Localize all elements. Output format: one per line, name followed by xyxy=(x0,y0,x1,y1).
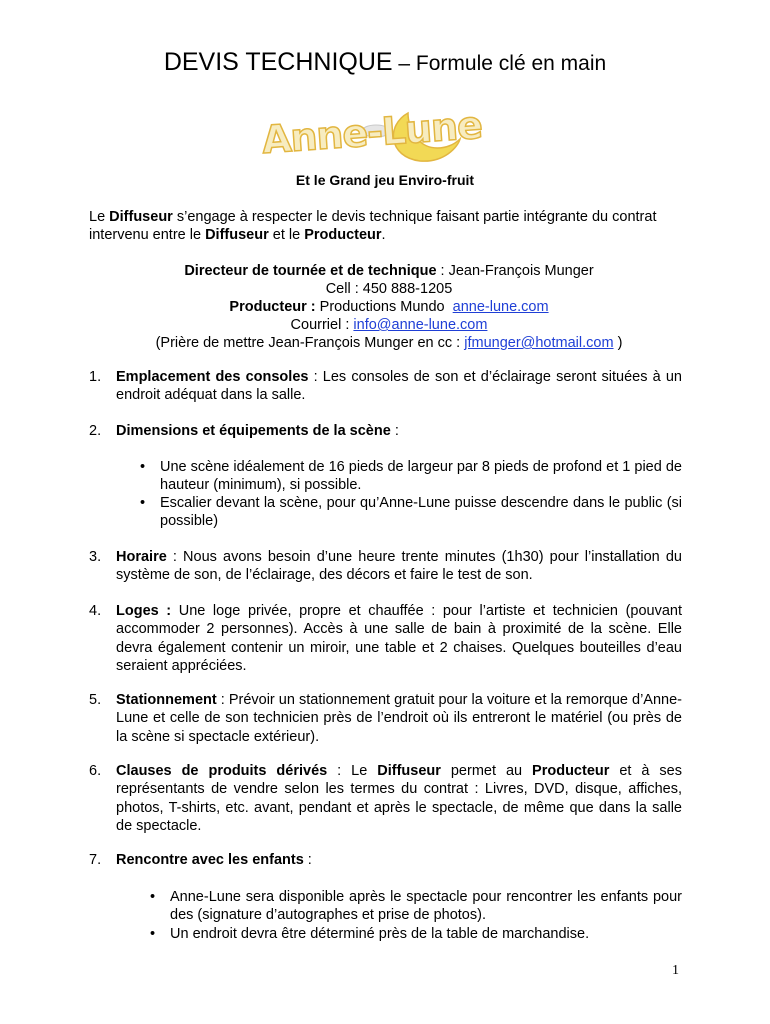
section-5-title: Stationnement xyxy=(116,692,217,708)
section-6-text: : Le xyxy=(327,763,378,779)
intro-text: Le xyxy=(89,209,110,225)
intro-producteur: Producteur xyxy=(304,227,382,243)
contact-block xyxy=(89,262,689,352)
list-item-text: Une scène idéalement de 16 pieds de largeur par 8 pieds de profond et 1 pied de hauteur (minimum), si possible. xyxy=(160,459,682,493)
producer-label: Producteur : xyxy=(229,299,316,315)
section-6-text: et à ses représentants de vendre selon les termes du contrat : Livres, DVD, disque, affiches, photos, T-shirts, etc. avant, pendant et après le spectacle, de même que dans la salle de spectacle. xyxy=(116,763,682,835)
section-4 xyxy=(116,602,682,676)
section-7-number: 7. xyxy=(89,852,102,868)
section-2-title: Dimensions et équipements de la scène xyxy=(116,423,391,439)
cell-line: Cell : 450 888-1205 xyxy=(325,281,453,297)
intro-paragraph xyxy=(89,208,689,244)
intro-text: . xyxy=(381,227,386,243)
list-item xyxy=(150,925,682,943)
intro-text: s’engage à respecter le devis technique faisant partie intégrante du contrat intervenu entre le xyxy=(89,209,657,243)
cc-text: (Prière de mettre Jean-François Munger en cc : xyxy=(155,335,465,351)
section-1-number: 1. xyxy=(89,369,102,385)
section-5-number: 5. xyxy=(89,692,102,708)
section-7-text: : xyxy=(303,852,312,868)
section-6-title: Clauses de produits dérivés xyxy=(116,763,328,779)
bullet-dot: • xyxy=(140,459,146,475)
section-1 xyxy=(116,368,682,405)
director-line xyxy=(89,262,689,280)
section-4-number: 4. xyxy=(89,603,102,619)
section-6-diffuseur: Diffuseur xyxy=(377,763,441,779)
cc-line xyxy=(89,334,689,352)
producer-value: Productions Mundo xyxy=(315,299,453,315)
page-number: 1 xyxy=(672,963,679,978)
producer-line xyxy=(89,298,689,316)
logo-text: Anne-Lune xyxy=(260,102,484,163)
email-label: Courriel : xyxy=(290,317,354,333)
anne-lune-logo xyxy=(258,95,512,165)
section-7-title: Rencontre avec les enfants xyxy=(116,852,304,868)
subtitle: Et le Grand jeu Enviro-fruit xyxy=(295,172,475,188)
bullet-dot: • xyxy=(150,926,156,942)
list-item-text: Escalier devant la scène, pour qu’Anne-Lune puisse descendre dans le public (si possible) xyxy=(160,495,682,529)
section-6-number: 6. xyxy=(89,763,102,779)
section-1-title: Emplacement des consoles xyxy=(116,369,309,385)
section-1-text: : Les consoles de son et d’éclairage seront situées à un endroit adéquat dans la salle. xyxy=(116,369,682,404)
section-3-title: Horaire xyxy=(116,549,167,565)
director-label: Directeur de tournée et de technique xyxy=(184,263,437,279)
section-3-text: : Nous avons besoin d’une heure trente minutes (1h30) pour l’installation du système de son, de l’éclairage, des décors et faire le test de son. xyxy=(116,549,682,584)
section-3 xyxy=(116,548,682,585)
list-item xyxy=(150,888,682,924)
title-dash: – xyxy=(392,52,416,75)
section-3-number: 3. xyxy=(89,549,102,565)
bullet-dot: • xyxy=(140,495,146,511)
director-value: : Jean-François Munger xyxy=(436,263,594,279)
page-title xyxy=(0,48,770,77)
section-2-text: : xyxy=(390,423,399,439)
bullet-dot: • xyxy=(150,889,156,905)
section-4-text: Une loge privée, propre et chauffée : pour l’artiste et technicien (pouvant accommoder 2 personnes). Accès à une salle de bain à proximité de la scène. Elle devra également contenir un miroir, une table et 2 chaises. Quelques bouteilles d’eau seraient appréciées. xyxy=(116,603,683,675)
intro-diffuseur: Diffuseur xyxy=(205,227,269,243)
section-6-producteur: Producteur xyxy=(532,763,610,779)
list-item-text: Anne-Lune sera disponible après le spectacle pour rencontrer les enfants pour des (signature d’autographes et prise de photos). xyxy=(170,889,682,923)
title-main: DEVIS TECHNIQUE xyxy=(163,48,393,76)
section-4-title: Loges : xyxy=(116,603,172,619)
website-link[interactable]: anne-lune.com xyxy=(452,299,549,315)
intro-diffuseur: Diffuseur xyxy=(109,209,173,225)
section-6 xyxy=(116,762,682,836)
cc-end: ) xyxy=(613,335,623,351)
title-sub: Formule clé en main xyxy=(415,52,607,75)
section-5 xyxy=(116,691,682,746)
section-7 xyxy=(116,851,682,869)
list-item-text: Un endroit devra être déterminé près de la table de marchandise. xyxy=(170,926,590,942)
email-link[interactable]: info@anne-lune.com xyxy=(353,317,488,333)
intro-text: et le xyxy=(268,227,305,243)
section-6-text: permet au xyxy=(440,763,533,779)
list-item xyxy=(140,494,682,530)
section-2 xyxy=(116,422,682,440)
cc-email-link[interactable]: jfmunger@hotmail.com xyxy=(464,335,614,351)
list-item xyxy=(140,458,682,494)
section-5-text: : Prévoir un stationnement gratuit pour la voiture et la remorque d’Anne-Lune et celle de son technicien près de l’endroit où ils entreront le matériel (ou près de la scène si spectacle extérieur). xyxy=(116,692,682,745)
section-2-number: 2. xyxy=(89,423,102,439)
email-line xyxy=(89,316,689,334)
